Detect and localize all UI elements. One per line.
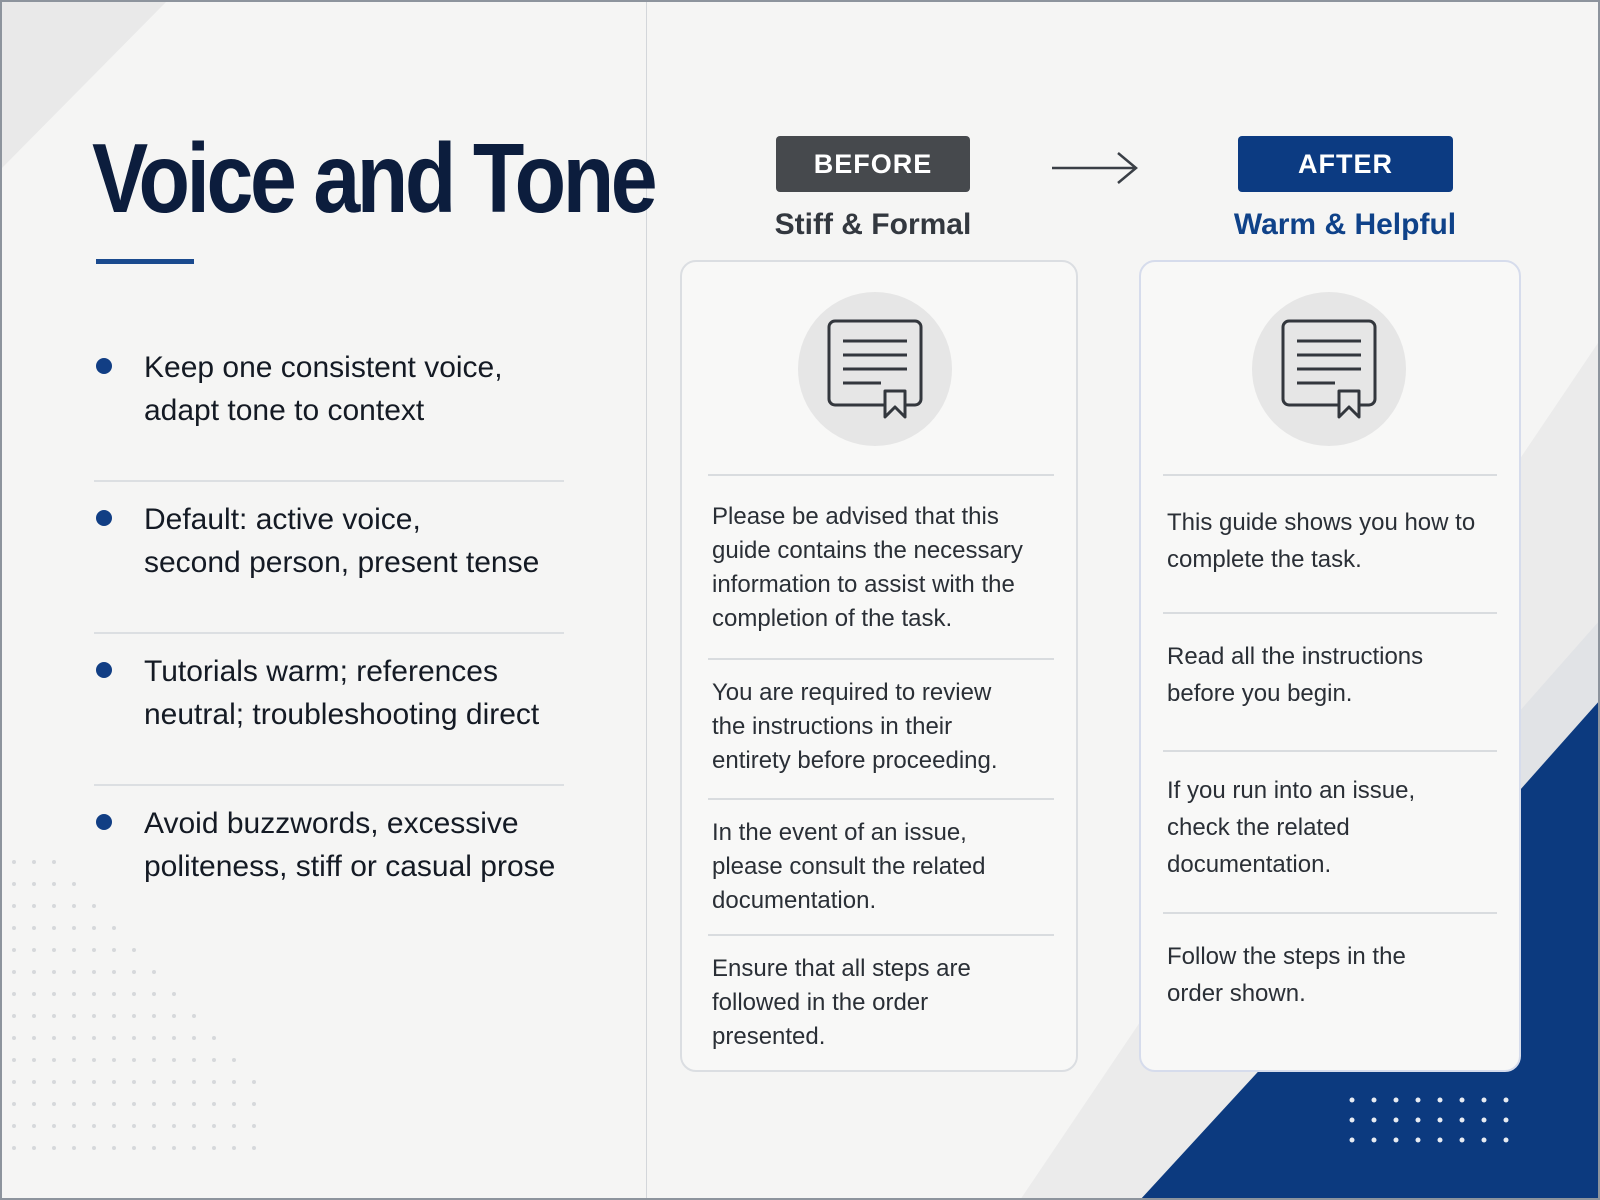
after-item: If you run into an issue, check the related documentation.: [1167, 777, 1416, 878]
page-title: Voice and Tone: [92, 123, 655, 233]
bullet-dot-icon: [96, 662, 112, 678]
after-item: Read all the instructions before you begin.: [1167, 643, 1424, 707]
after-subtitle: Warm & Helpful: [1233, 208, 1457, 241]
guideline-item: [94, 786, 564, 938]
before-item: Ensure that all steps are followed in the order presented.: [712, 955, 971, 1050]
after-item: Follow the steps in the order shown.: [1167, 943, 1406, 1007]
guideline-list: [94, 330, 564, 938]
bullet-dot-icon: [96, 814, 112, 830]
before-item: You are required to review the instructions in their entirety before proceeding.: [712, 679, 998, 774]
card-divider: [1163, 750, 1497, 752]
card-divider: [708, 658, 1054, 660]
guideline-item: [94, 634, 564, 786]
card-divider: [708, 934, 1054, 936]
before-subtitle: Stiff & Formal: [774, 208, 972, 241]
guideline-item: [94, 482, 564, 634]
before-tag: BEFORE: [776, 136, 970, 192]
guideline-text: Avoid buzzwords, excessive politeness, stiff or casual prose: [144, 807, 556, 883]
card-divider: [1163, 912, 1497, 914]
bullet-dot-icon: [96, 358, 112, 374]
arrow-right-icon: [1050, 150, 1140, 186]
before-item: In the event of an issue, please consult the related documentation.: [712, 819, 986, 914]
after-tag: AFTER: [1238, 136, 1453, 192]
document-certificate-icon: [1252, 292, 1406, 446]
card-divider: [708, 474, 1054, 476]
after-item: This guide shows you how to complete the task.: [1167, 509, 1476, 573]
card-divider: [1163, 474, 1497, 476]
card-divider: [1163, 612, 1497, 614]
before-item: Please be advised that this guide contains the necessary information to assist with the completion of the task.: [712, 503, 1023, 632]
document-certificate-icon: [798, 292, 952, 446]
guideline-text: Keep one consistent voice, adapt tone to context: [144, 351, 503, 427]
guideline-text: Tutorials warm; references neutral; troubleshooting direct: [144, 655, 540, 731]
before-card: [680, 260, 1078, 1072]
title-underline: [96, 259, 194, 264]
guideline-item: [94, 330, 564, 482]
after-card: [1139, 260, 1521, 1072]
card-divider: [708, 798, 1054, 800]
bullet-dot-icon: [96, 510, 112, 526]
guideline-text: Default: active voice, second person, present tense: [144, 503, 540, 579]
